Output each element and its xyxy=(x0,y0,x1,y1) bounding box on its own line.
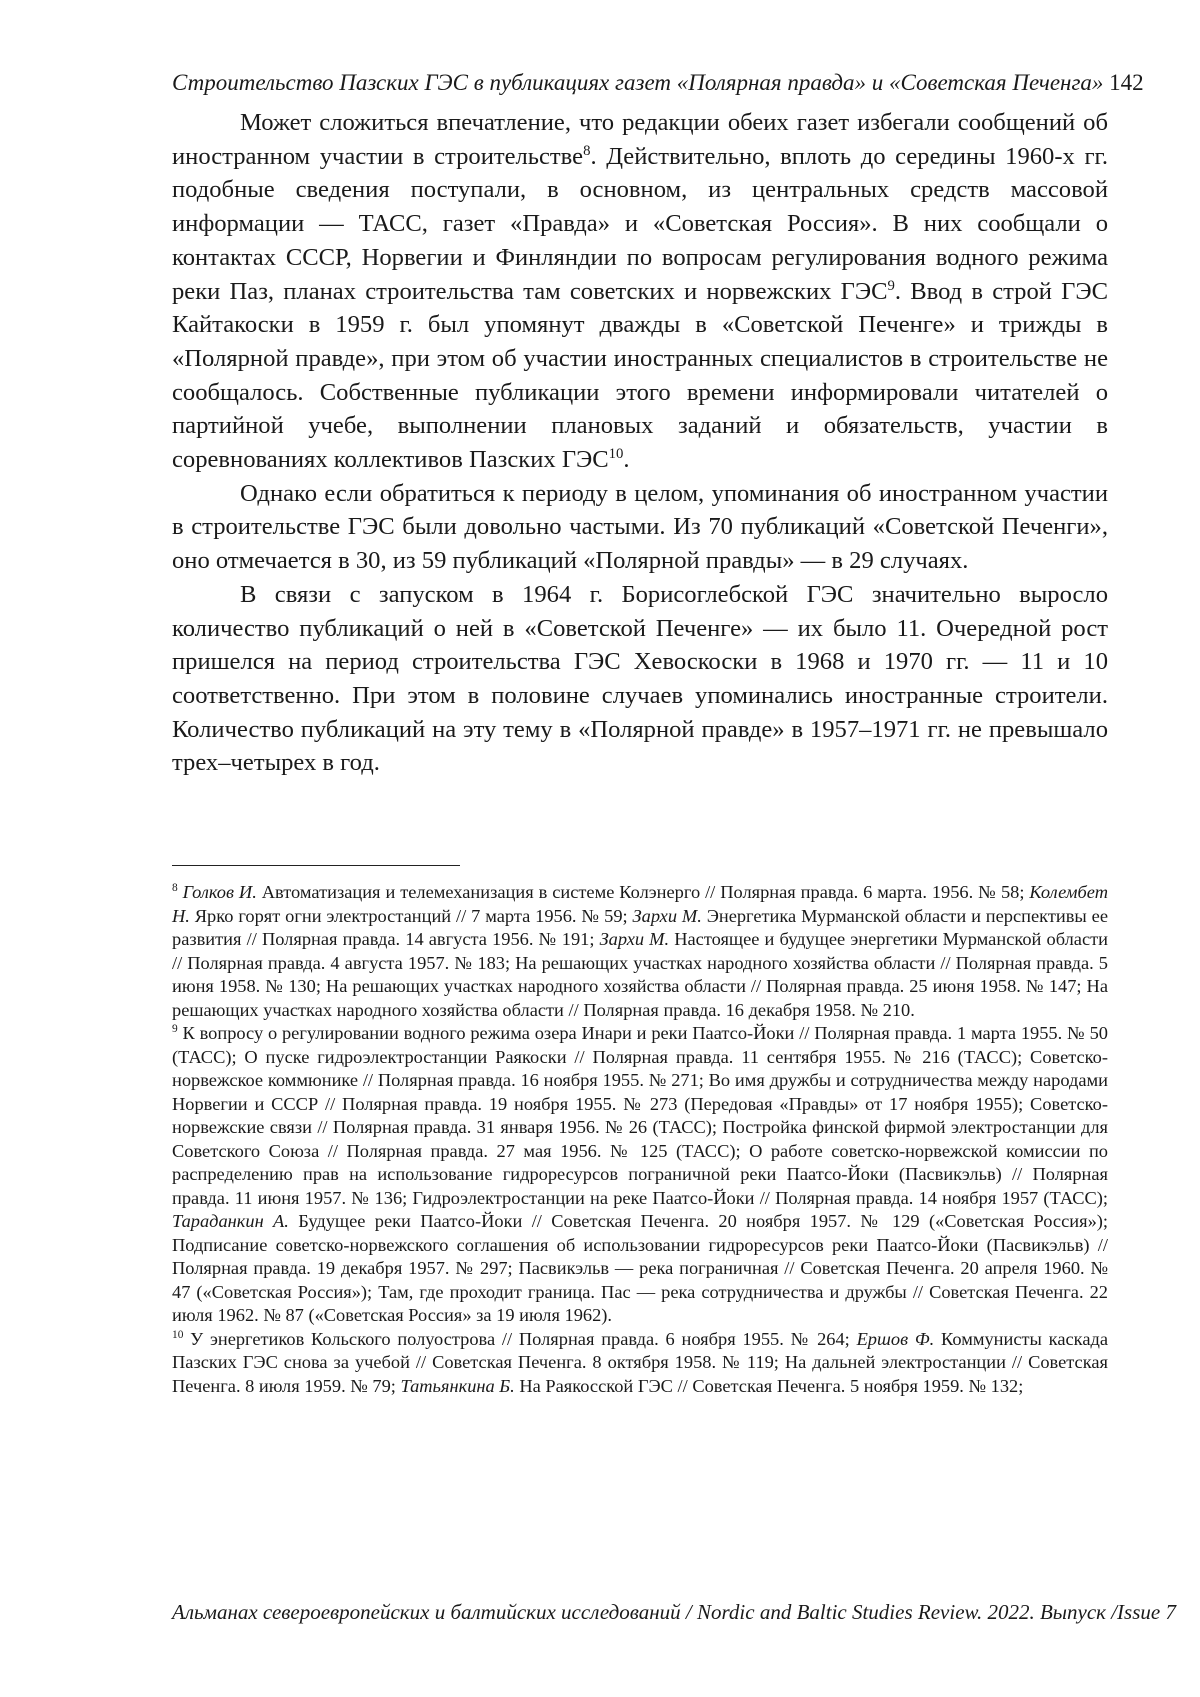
footnote-text: Энергетика Мурманской области и перспективы ее развития // Полярная правда. 14 августа 1956. № 191; xyxy=(172,905,1108,949)
author-name: Зархи М. xyxy=(632,905,702,926)
footnote-9 xyxy=(172,1022,1108,1328)
paragraph: В связи с запуском в 1964 г. Борисоглебской ГЭС значительно выросло количество публикаций о ней в «Советской Печенге» — их было 11. Очередной рост пришелся на период строительства ГЭС Хевоскоски в 1968 и 1970 гг. — 11 и 10 соответственно. При этом в половине случаев упоминались иностранные строители. Количество публикаций на эту тему в «Полярной правде» в 1957–1971 гг. не превышало трех–четырех в год. xyxy=(172,580,1108,777)
article-body xyxy=(172,106,1108,780)
paragraph-text: Может сложиться впечатление, что редакции обеих газет избегали сообщений об иностранном участии в строительстве xyxy=(172,109,1108,170)
footnote-10 xyxy=(172,1328,1108,1399)
header-title: Строительство Пазских ГЭС в публикациях газет «Полярная правда» и «Советская Печенга» xyxy=(172,70,1104,95)
footnote-text: Ярко горят огни электростанций // 7 марта 1956. № 59; xyxy=(189,905,633,926)
author-name: Голков И. xyxy=(182,882,257,902)
footnote-ref-10[interactable]: 10 xyxy=(608,445,624,462)
footnote-number: 10 xyxy=(172,1328,184,1341)
footnote-text: Настоящее и будущее энергетики Мурманской области // Полярная правда. 4 августа 1957. № 183; На решающих участках народного хозяйства области // Полярная правда. 5 июня 1958. № 130; На решающих участках народного хозяйства области // Полярная правда. 25 июня 1958. № 147; На решающих участках народного хозяйства области // Полярная правда. 16 декабря 1958. № 210. xyxy=(172,929,1108,1020)
author-name: Тараданкин А. xyxy=(172,1211,289,1231)
footnotes xyxy=(172,881,1108,1398)
footnote-8 xyxy=(172,881,1108,1022)
running-header xyxy=(172,68,1144,98)
footnote-text: У энергетиков Кольского полуострова // Полярная правда. 6 ноября 1955. № 264; xyxy=(183,1328,857,1349)
footnote-number: 8 xyxy=(172,882,178,895)
footnote-text: На Раякосской ГЭС // Советская Печенга. 5 ноября 1959. № 132; xyxy=(514,1375,1024,1396)
author-name: Зархи М. xyxy=(599,929,670,949)
author-name: Ершов Ф. xyxy=(856,1328,935,1349)
author-name: Колембет Н. xyxy=(172,882,1108,926)
running-footer: Альманах североевропейских и балтийских исследований / Nordic and Baltic Studies Review. 2022. Выпуск /Issue 7 xyxy=(172,1600,1176,1624)
paragraph xyxy=(172,106,1108,477)
paragraph-text: . xyxy=(623,446,630,474)
footnote-separator xyxy=(172,865,460,866)
footnote-text: К вопросу о регулировании водного режима озера Инари и реки Паатсо-Йоки // Полярная правда. 1 марта 1955. № 50 (ТАСС); О пуске гидроэлектростанции Раякоски // Полярная правда. 11 сентября 1955. № 216 (ТАСС); Советско-норвежское коммюнике // Полярная правда. 16 ноября 1955. № 271; Во имя дружбы и сотрудничества между народами Норвегии и СССР // Полярная правда. 19 ноября 1955. № 273 (Передовая «Правды» от 17 ноября 1955); Советско-норвежские связи // Полярная правда. 31 января 1956. № 26 (ТАСС); Постройка финской фирмой электростанции для Советского Союза // Полярная правда. 27 мая 1956. № 125 (ТАСС); О работе советско-норвежской комиссии по распределению прав на использование гидроресурсов пограничной реки Паатсо-Йоки (Пасвикэльв) // Полярная правда. 11 июня 1957. № 136; Гидроэлектростанции на реке Паатсо-Йоки // Полярная правда. 14 ноября 1957 (ТАСС); xyxy=(172,1023,1108,1208)
paragraph-text: . Ввод в строй ГЭС Кайтакоски в 1959 г. был упомянут дважды в «Советской Печенге» и трижды в «Полярной правде», при этом об участии иностранных специалистов в строительстве не сообщалось. Собственные публикации этого времени информировали читателей о партийной учебе, выполнении плановых заданий и обязательств, участии в соревнованиях коллективов Пазских ГЭС xyxy=(172,277,1108,474)
paragraph: Однако если обратиться к периоду в целом, упоминания об иностранном участии в строительстве ГЭС были довольно частыми. Из 70 публикаций «Советской Печенги», оно отмечается в 30, из 59 публикаций «Полярной правды» — в 29 случаях. xyxy=(172,479,1108,575)
footnote-ref-9[interactable]: 9 xyxy=(887,277,895,294)
footnote-ref-8[interactable]: 8 xyxy=(583,142,591,159)
author-name: Татьянкина Б. xyxy=(400,1375,515,1396)
footnote-text: Автоматизация и телемеханизация в системе Колэнерго // Полярная правда. 6 марта. 1956. № 58; xyxy=(256,882,1030,902)
footnote-text: Коммунисты каскада Пазских ГЭС снова за учебой // Советская Печенга. 8 октября 1958. № 119; На дальней электростанции // Советская Печенга. 8 июля 1959. № 79; xyxy=(172,1328,1108,1396)
footnote-text: Будущее реки Паатсо-Йоки // Советская Печенга. 20 ноября 1957. № 129 («Советская Россия»); Подписание советско-норвежского соглашения об использовании гидроресурсов реки Паатсо-Йоки (Пасвикэльв) // Полярная правда. 19 декабря 1957. № 297; Пасвикэльв — река пограничная // Советская Печенга. 20 апреля 1960. № 47 («Советская Россия»); Там, где проходит граница. Пас — река сотрудничества и дружбы // Советская Печенга. 22 июля 1962. № 87 («Советская Россия» за 19 июля 1962). xyxy=(172,1211,1108,1325)
page-number: 142 xyxy=(1109,70,1144,95)
paragraph-text: . Действительно, вплоть до середины 1960-х гг. подобные сведения поступали, в основном, из центральных средств массовой информации — ТАСС, газет «Правда» и «Советская Россия». В них сообщали о контактах СССР, Норвегии и Финляндии по вопросам регулирования водного режима реки Паз, планах строительства там советских и норвежских ГЭС xyxy=(172,142,1108,305)
footnote-number: 9 xyxy=(172,1023,178,1036)
